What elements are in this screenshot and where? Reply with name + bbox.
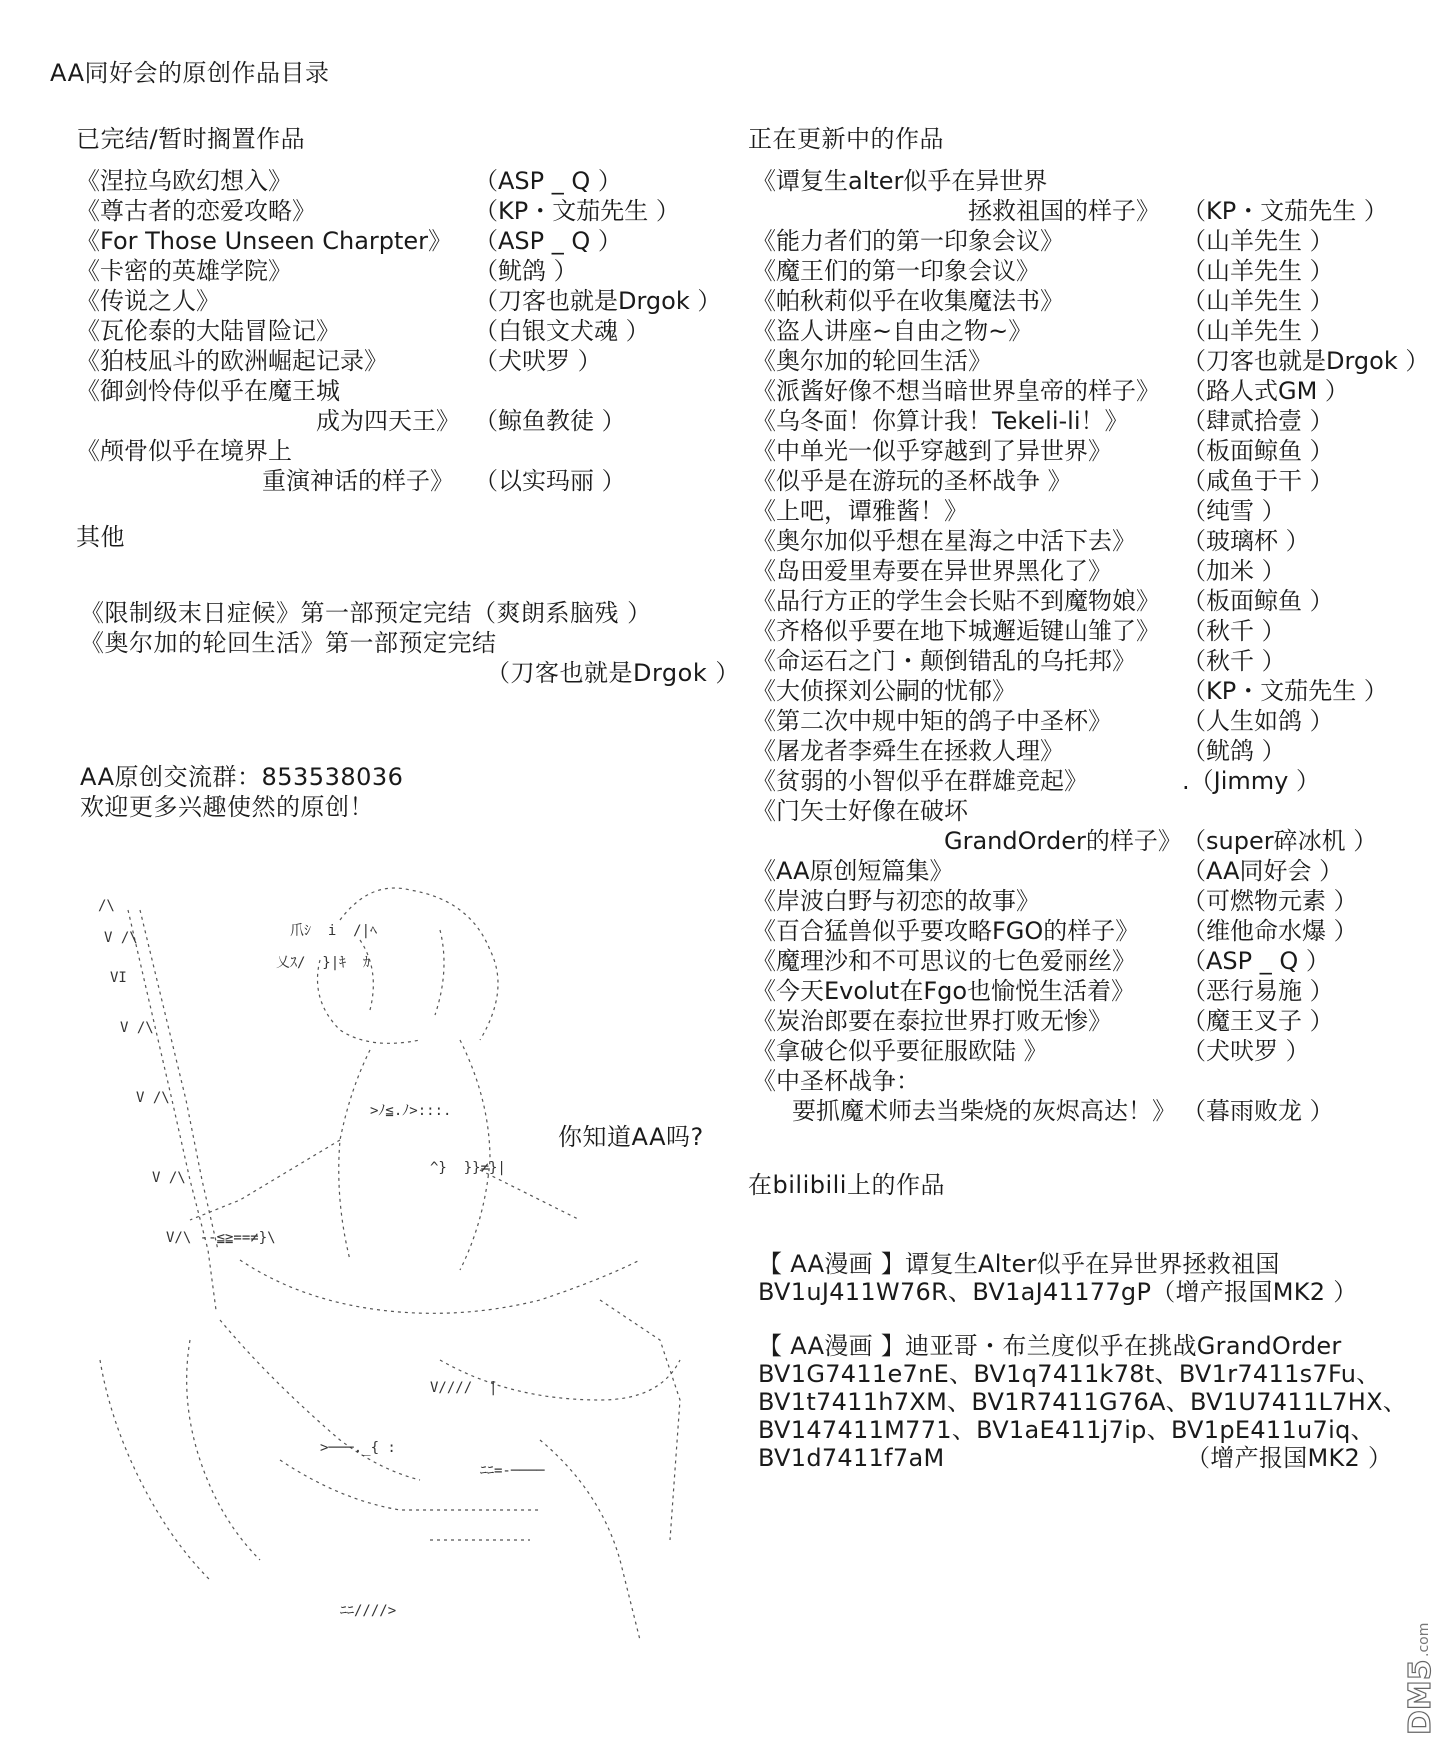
work-author: （山羊先生 ） xyxy=(1182,257,1334,285)
work-title: 《AA原创短篇集》 xyxy=(752,857,954,885)
list-item xyxy=(752,1006,1432,1036)
list-item xyxy=(752,856,1432,886)
list-item xyxy=(752,886,1432,916)
updating-heading: 正在更新中的作品 xyxy=(748,125,944,153)
list-item xyxy=(752,616,1432,646)
work-author: （秋千 ） xyxy=(1182,617,1286,645)
work-author: （山羊先生 ） xyxy=(1182,317,1334,345)
ascii-fragment: V /\ xyxy=(152,1170,186,1186)
ascii-fragment: ^} }}≠}| xyxy=(430,1160,506,1176)
ascii-fragment: ﾆﾆ=-──── xyxy=(480,1463,545,1479)
work-author: （以实玛丽 ） xyxy=(474,467,626,495)
list-item xyxy=(752,826,1432,856)
ascii-fragment: VI xyxy=(110,970,127,986)
ascii-fragment: >───._{ : xyxy=(320,1440,396,1456)
work-title: 《魔王们的第一印象会议》 xyxy=(752,257,1040,285)
list-item xyxy=(76,226,736,256)
list-item xyxy=(752,676,1432,706)
work-title: 《奥尔加的轮回生活》 xyxy=(752,347,992,375)
work-title: 《派酱好像不想当暗世界皇帝的样子》 xyxy=(752,377,1160,405)
work-title: 《卡密的英雄学院》 xyxy=(76,257,292,285)
ascii-fragment: >ﾉ≦.ﾉ>:::. xyxy=(370,1103,452,1119)
bilibili-line: BV147411M771、BV1aE411j7ip、BV1pE411u7iq、 xyxy=(758,1416,1375,1444)
work-title: 《帕秋莉似乎在收集魔法书》 xyxy=(752,287,1064,315)
work-title: 《魔理沙和不可思议的七色爱丽丝》 xyxy=(752,947,1136,975)
bilibili-line: BV1t7411h7XM、BV1R7411G76A、BV1U7411L7HX、 xyxy=(758,1388,1408,1416)
work-author: （板面鲸鱼 ） xyxy=(1182,587,1334,615)
work-title: 《乌冬面！你算计我！Tekeli-li！》 xyxy=(752,407,1129,435)
work-title: 《中圣杯战争： xyxy=(752,1067,920,1095)
ascii-fragment: V/\ --≦≧==≠}\ xyxy=(166,1230,276,1246)
page-title: AA同好会的原创作品目录 xyxy=(50,59,330,87)
list-item xyxy=(752,796,1432,826)
work-title: 《今天Evolut在Fgo也愉悦生活着》 xyxy=(752,977,1136,1005)
work-author: （维他命水爆 ） xyxy=(1182,917,1358,945)
list-item xyxy=(76,406,736,436)
list-item xyxy=(752,946,1432,976)
work-author: （加米 ） xyxy=(1182,557,1286,585)
ascii-fragment: V /\ xyxy=(136,1090,170,1106)
group-number: AA原创交流群：853538036 xyxy=(80,763,404,791)
list-item xyxy=(752,436,1432,466)
bilibili-line: BV1d7411f7aM xyxy=(758,1444,945,1472)
work-author: （犬吠罗 ） xyxy=(1182,1037,1310,1065)
work-title: 要抓魔术师去当柴烧的灰烬高达！》 xyxy=(792,1097,1176,1125)
list-item xyxy=(752,406,1432,436)
list-item xyxy=(752,286,1432,316)
speech-text: 你知道AA吗? xyxy=(558,1123,704,1151)
list-item xyxy=(76,166,736,196)
other-line: （刀客也就是Drgok ） xyxy=(486,659,740,687)
list-item xyxy=(752,1036,1432,1066)
list-item xyxy=(752,1066,1432,1096)
list-item xyxy=(752,166,1432,196)
list-item xyxy=(752,706,1432,736)
work-title: 《炭治郎要在泰拉世界打败无惨》 xyxy=(752,1007,1112,1035)
list-item xyxy=(752,256,1432,286)
work-author: （刀客也就是Drgok ） xyxy=(1182,347,1430,375)
work-author: （板面鲸鱼 ） xyxy=(1182,437,1334,465)
work-author: （玻璃杯 ） xyxy=(1182,527,1310,555)
work-title: 《百合猛兽似乎要攻略FGO的样子》 xyxy=(752,917,1140,945)
work-title: 《门矢士好像在破坏 xyxy=(752,797,968,825)
work-title: 《能力者们的第一印象会议》 xyxy=(752,227,1064,255)
work-title: 重演神话的样子》 xyxy=(262,467,454,495)
work-title: 《大侦探刘公嗣的忧郁》 xyxy=(752,677,1016,705)
other-line: 《限制级末日症候》第一部预定完结（爽朗系脑残 ） xyxy=(80,599,652,627)
ascii-fragment: 爪ｼ i /|ﾍ xyxy=(290,923,378,939)
svg-text:.com: .com xyxy=(1416,1622,1432,1657)
list-item xyxy=(752,646,1432,676)
work-author: （纯雪 ） xyxy=(1182,497,1286,525)
work-title: 《盗人讲座~自由之物~》 xyxy=(752,317,1033,345)
work-title: 《屠龙者李舜生在拯救人理》 xyxy=(752,737,1064,765)
dm5-watermark xyxy=(1402,1570,1442,1740)
work-title: 《第二次中规中矩的鸽子中圣杯》 xyxy=(752,707,1112,735)
work-title: 《颅骨似乎在境界上 xyxy=(76,437,292,465)
work-title: 《命运石之门・颠倒错乱的乌托邦》 xyxy=(752,647,1136,675)
work-author: （肆贰拾壹 ） xyxy=(1182,407,1334,435)
work-title: 《似乎是在游玩的圣杯战争 》 xyxy=(752,467,1072,495)
list-item xyxy=(76,316,736,346)
list-item xyxy=(752,226,1432,256)
work-author: .（Jimmy ） xyxy=(1182,767,1320,795)
work-author: （犬吠罗 ） xyxy=(474,347,602,375)
work-author: （暮雨败龙 ） xyxy=(1182,1097,1334,1125)
work-title: 《狛枝凪斗的欧洲崛起记录》 xyxy=(76,347,388,375)
work-title: 《涅拉乌欧幻想入》 xyxy=(76,167,292,195)
list-item xyxy=(752,376,1432,406)
work-author: （鱿鸽 ） xyxy=(474,257,578,285)
bilibili-line: BV1uJ411W76R、BV1aJ41177gP（增产报国MK2 ） xyxy=(758,1278,1358,1306)
work-title: 《齐格似乎要在地下城邂逅键山雏了》 xyxy=(752,617,1160,645)
list-item xyxy=(752,736,1432,766)
list-item xyxy=(76,376,736,406)
work-title: 《上吧，谭雅酱！》 xyxy=(752,497,968,525)
list-item xyxy=(76,256,736,286)
work-title: 《岸波白野与初恋的故事》 xyxy=(752,887,1040,915)
ascii-art-figure xyxy=(40,840,700,1660)
work-author: （路人式GM ） xyxy=(1182,377,1349,405)
ascii-fragment: V /\ xyxy=(104,930,138,946)
work-title: 《岛田爱里寿要在异世界黑化了》 xyxy=(752,557,1112,585)
ascii-fragment: /\ xyxy=(98,898,115,914)
work-author: （咸鱼于干 ） xyxy=(1182,467,1334,495)
other-line: 《奥尔加的轮回生活》第一部预定完结 xyxy=(80,629,497,657)
list-item xyxy=(76,436,736,466)
work-author: （可燃物元素 ） xyxy=(1182,887,1358,915)
list-item xyxy=(752,196,1432,226)
svg-text:DM5: DM5 xyxy=(1403,1659,1438,1735)
list-item xyxy=(752,556,1432,586)
work-author: （KP・文茄先生 ） xyxy=(1182,677,1388,705)
work-author: （秋千 ） xyxy=(1182,647,1286,675)
work-author: （ASP _ Q ） xyxy=(474,227,622,255)
work-author: （ASP _ Q ） xyxy=(474,167,622,195)
bilibili-line: 【 AA漫画 】谭复生Alter似乎在异世界拯救祖国 xyxy=(758,1250,1280,1278)
ascii-fragment: V /\ xyxy=(120,1020,154,1036)
bilibili-line: 【 AA漫画 】迪亚哥・布兰度似乎在挑战GrandOrder xyxy=(758,1332,1342,1360)
work-title: 《For Those Unseen Charpter》 xyxy=(76,227,453,255)
list-item xyxy=(752,526,1432,556)
list-item xyxy=(76,346,736,376)
work-title: 成为四天王》 xyxy=(316,407,460,435)
work-title: 《谭复生alter似乎在异世界 xyxy=(752,167,1048,195)
work-author: （恶行易施 ） xyxy=(1182,977,1334,1005)
list-item xyxy=(752,496,1432,526)
work-title: 《尊古者的恋爱攻略》 xyxy=(76,197,316,225)
ascii-fragment: V//// ̄| xyxy=(430,1380,498,1396)
list-item xyxy=(752,586,1432,616)
work-author: （鲸鱼教徒 ） xyxy=(474,407,626,435)
bilibili-heading: 在bilibili上的作品 xyxy=(748,1171,945,1199)
list-item xyxy=(752,316,1432,346)
work-title: 《品行方正的学生会长贴不到魔物娘》 xyxy=(752,587,1160,615)
list-item xyxy=(752,976,1432,1006)
work-author: （KP・文茄先生 ） xyxy=(1182,197,1388,225)
work-title: 拯救祖国的样子》 xyxy=(968,197,1160,225)
dm5-logo-icon xyxy=(1402,1570,1442,1740)
work-author: （KP・文茄先生 ） xyxy=(474,197,680,225)
work-author: （ASP _ Q ） xyxy=(1182,947,1330,975)
bilibili-line: BV1G7411e7nE、BV1q7411k78t、BV1r7411s7Fu、 xyxy=(758,1360,1381,1388)
work-author: （山羊先生 ） xyxy=(1182,227,1334,255)
work-author: （魔王叉子 ） xyxy=(1182,1007,1334,1035)
work-title: GrandOrder的样子》 xyxy=(944,827,1182,855)
work-author: （山羊先生 ） xyxy=(1182,287,1334,315)
work-author: （白银文犬魂 ） xyxy=(474,317,650,345)
ascii-fragment: ﾆﾆ////> xyxy=(340,1603,397,1619)
list-item xyxy=(76,466,736,496)
work-author: （人生如鸽 ） xyxy=(1182,707,1334,735)
work-title: 《奥尔加似乎想在星海之中活下去》 xyxy=(752,527,1136,555)
bilibili-author: （增产报国MK2 ） xyxy=(1186,1444,1393,1472)
work-title: 《中单光一似乎穿越到了异世界》 xyxy=(752,437,1112,465)
work-title: 《传说之人》 xyxy=(76,287,220,315)
completed-heading: 已完结/暂时搁置作品 xyxy=(76,125,306,153)
list-item xyxy=(752,346,1432,376)
work-title: 《瓦伦泰的大陆冒险记》 xyxy=(76,317,340,345)
list-item xyxy=(76,196,736,226)
list-item xyxy=(752,1096,1432,1126)
work-title: 《贫弱的小智似乎在群雄竞起》 xyxy=(752,767,1088,795)
ascii-fragment: 乂ｽ/ }|ｷ ｶ xyxy=(276,955,371,971)
list-item xyxy=(752,916,1432,946)
list-item xyxy=(76,286,736,316)
work-author: （AA同好会 ） xyxy=(1182,857,1344,885)
work-title: 《御剑怜侍似乎在魔王城 xyxy=(76,377,340,405)
other-heading: 其他 xyxy=(76,523,125,551)
list-item xyxy=(752,766,1432,796)
group-welcome: 欢迎更多兴趣使然的原创！ xyxy=(80,793,374,821)
work-author: （刀客也就是Drgok ） xyxy=(474,287,722,315)
work-author: （super碎冰机 ） xyxy=(1182,827,1378,855)
work-author: （鱿鸽 ） xyxy=(1182,737,1286,765)
work-title: 《拿破仑似乎要征服欧陆 》 xyxy=(752,1037,1048,1065)
list-item xyxy=(752,466,1432,496)
